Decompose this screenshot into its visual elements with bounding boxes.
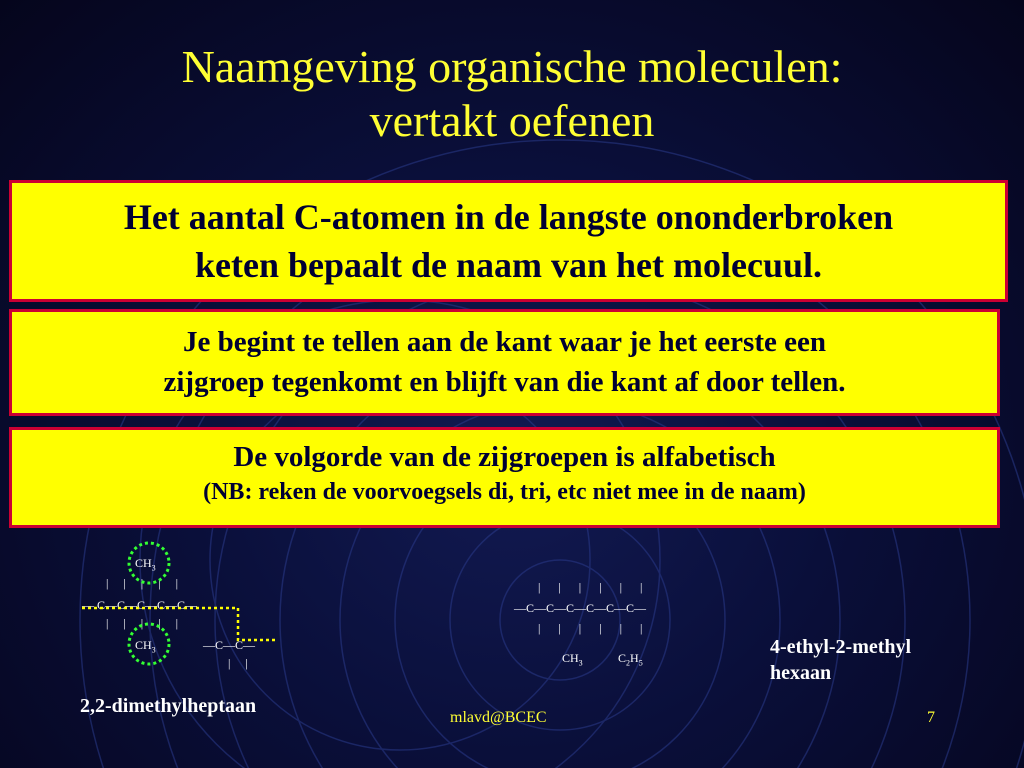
right-bottom-bonds: | | | | | | xyxy=(538,621,643,635)
left-tail-bonds: | | xyxy=(228,656,248,670)
rule3-line1: De volgorde van de zijgroepen is alfabetisch xyxy=(233,441,776,473)
rule1-line1: Het aantal C-atomen in de langste ononderbroken xyxy=(123,197,894,237)
highlight-circle-top xyxy=(129,543,169,583)
right-main-chain: —C—C—C—C—C—C— xyxy=(514,601,647,615)
title-line-2: vertakt oefenen xyxy=(369,95,655,146)
right-ch3-group: $CH_3$ xyxy=(562,651,583,668)
left-bottom-bonds: | | | | | xyxy=(106,616,179,630)
highlight-circle-bottom xyxy=(129,624,169,664)
footer-author: mlavd@BCEC xyxy=(450,709,547,726)
left-top-bonds: | | | | | xyxy=(106,576,179,590)
longest-chain-path xyxy=(82,608,275,640)
caption-right-name xyxy=(770,634,911,686)
left-main-chain: — C—C—C—C—C— xyxy=(82,598,198,612)
caption-left-name: 2,2-dimethylheptaan xyxy=(80,695,257,717)
right-c2h5-group: $C_2H_5$ xyxy=(618,651,643,668)
rule2-line2: zijgroep tegenkomt en blijft van die kant af door tellen. xyxy=(163,366,846,398)
left-top-ch3: $CH_3$ xyxy=(135,556,156,573)
caption-right-line1: 4-ethyl-2-methyl xyxy=(770,636,912,658)
rule2-line1: Je begint te tellen aan de kant waar je het eerste een xyxy=(183,326,826,358)
title-line-1: Naamgeving organische moleculen: xyxy=(181,41,843,92)
right-top-bonds: | | | | | | xyxy=(538,580,643,594)
page-number: 7 xyxy=(927,709,935,726)
left-tail-chain: —C—C— xyxy=(203,638,256,652)
rule1-line2: keten bepaalt de naam van het molecuul. xyxy=(194,245,822,285)
rule3-line2: (NB: reken de voorvoegsels di, tri, etc niet mee in de naam) xyxy=(203,479,806,505)
caption-right-line2: hexaan xyxy=(770,662,832,684)
left-bottom-ch3: $CH_3$ xyxy=(135,638,156,655)
